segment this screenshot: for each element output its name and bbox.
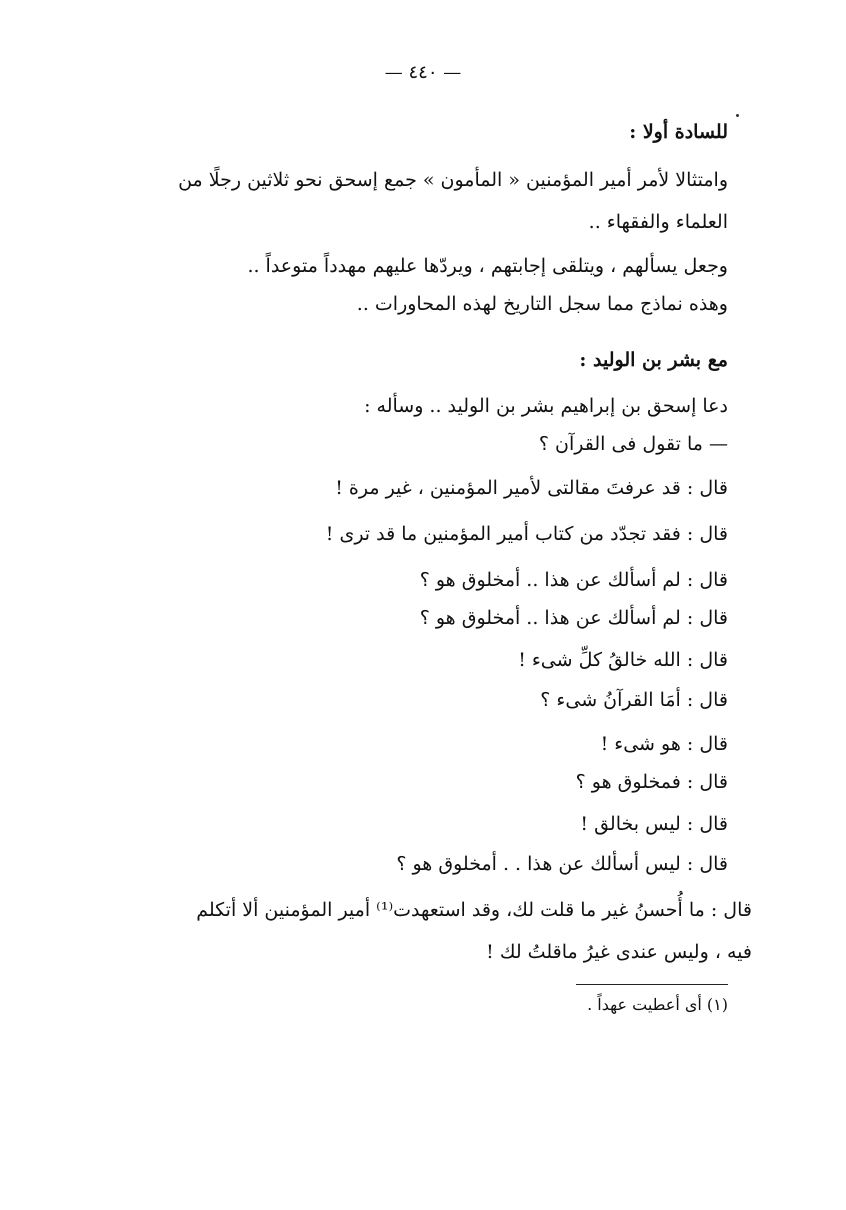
footnote-divider	[576, 984, 728, 985]
print-dot	[736, 114, 739, 117]
section-heading: للسادة أولا :	[629, 121, 728, 143]
footnote: (١) أى أعطيت عهداً .	[587, 995, 728, 1014]
intro-line: وامتثالا لأمر أمير المؤمنين « المأمون » جمع إسحق نحو ثلاثين رجلًا من	[178, 169, 728, 191]
dialogue-line: — ما تقول فى القرآن ؟	[538, 433, 728, 455]
dialogue-line: قال : لم أسألك عن هذا .. أمخلوق هو ؟	[419, 569, 728, 591]
dialogue-line: قال : الله خالقُ كلِّ شىء !	[518, 649, 728, 671]
intro-line: العلماء والفقهاء ..	[588, 211, 728, 233]
dialogue-line: قال : فقد تجدّد من كتاب أمير المؤمنين ما قد ترى !	[325, 523, 728, 545]
intro-line: وهذه نماذج مما سجل التاريخ لهذه المحاورات ..	[356, 293, 728, 315]
dialogue-line: قال : ليس بخالق !	[580, 813, 728, 835]
dialogue-line: قال : ما أُحسنُ غير ما قلت لك، وقد استعهدت⁽¹⁾ أمير المؤمنين ألا أتكلم	[196, 899, 752, 921]
dialogue-line: قال : هو شىء !	[600, 733, 728, 755]
dialogue-line: قال : ليس أسألك عن هذا . . أمخلوق هو ؟	[396, 853, 728, 875]
dialogue-line: قال : قد عرفتَ مقالتى لأمير المؤمنين ، غير مرة !	[335, 477, 728, 499]
dialogue-line: قال : فمخلوق هو ؟	[575, 771, 728, 793]
subheading: مع بشر بن الوليد :	[579, 349, 728, 371]
dialogue-line: دعا إسحق بن إبراهيم بشر بن الوليد .. وسأله :	[364, 395, 728, 417]
dialogue-line: قال : أمَا القرآنُ شىء ؟	[540, 689, 728, 711]
intro-line: وجعل يسألهم ، ويتلقى إجابتهم ، ويردّها عليهم مهدداً متوعداً ..	[247, 255, 728, 277]
dialogue-line: فيه ، وليس عندى غيرُ ماقلتُ لك !	[486, 941, 752, 963]
dialogue-line: قال : لم أسألك عن هذا .. أمخلوق هو ؟	[419, 607, 728, 629]
page-number: — ٤٤٠ —	[384, 62, 462, 83]
